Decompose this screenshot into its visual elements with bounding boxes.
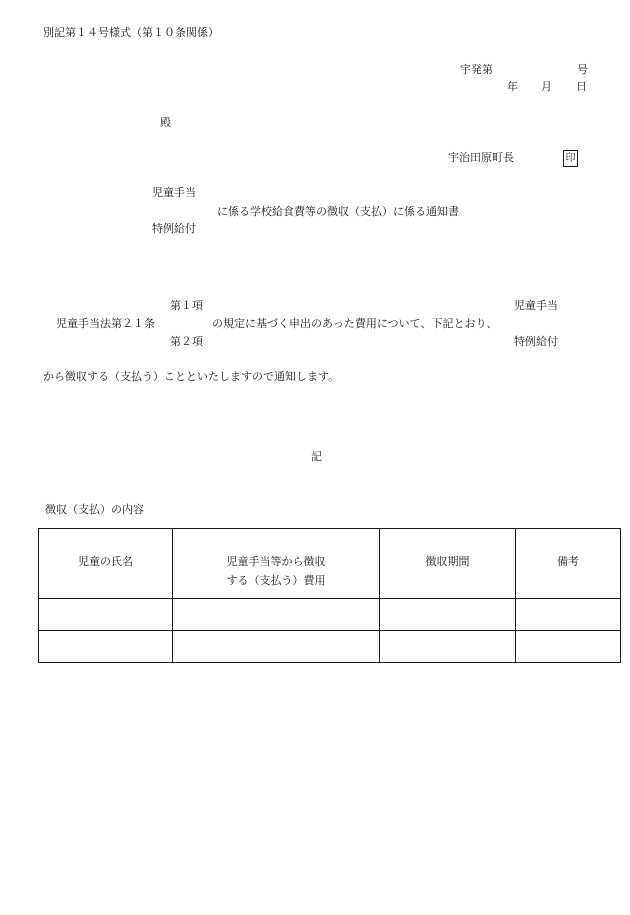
ki-heading: 記 [311,450,322,463]
header-period: 徴収期間 [380,529,516,599]
table-row [39,631,621,663]
table-cell [39,599,173,631]
table-cell [516,631,621,663]
addressee-honorific: 殿 [160,116,171,129]
document-number-prefix: 宇発第 [460,63,493,76]
body-item-1: 第１項 [170,299,203,312]
body-item-2: 第２項 [170,335,203,348]
sender-title: 宇治田原町長 [448,151,514,164]
table-row [39,599,621,631]
subject-text: に係る学校給食費等の徴収（支払）に係る通知書 [217,205,459,218]
header-child-name: 児童の氏名 [39,529,173,599]
seal-mark: 印 [563,150,578,167]
body-middle: の規定に基づく申出のあった費用について、下記とおり、 [212,317,498,330]
body-benefit-2: 特例給付 [514,335,558,348]
date-day: 日 [576,80,587,93]
subject-option-2: 特例給付 [152,222,196,235]
header-notes: 備考 [516,529,621,599]
subject-option-1: 児童手当 [152,186,196,199]
body-law: 児童手当法第２１条 [56,317,155,330]
table-cell [380,599,516,631]
document-number-suffix: 号 [577,63,588,76]
table-cell [39,631,173,663]
table-header-row [39,529,621,599]
body-closing: から徴収する（支払う）ことといたしますので通知します。 [43,370,340,383]
header-cost-text: 児童手当等から徴収 する（支払う）費用 [226,555,326,587]
form-label: 別記第１４号様式（第１０条関係） [43,26,219,39]
table-cell [173,599,380,631]
collection-table [38,528,621,663]
body-benefit-1: 児童手当 [514,299,558,312]
table-cell [380,631,516,663]
table-cell [516,599,621,631]
date-month: 月 [541,80,552,93]
date-year: 年 [507,80,518,93]
section-title: 徴収（支払）の内容 [45,503,144,516]
header-cost [173,529,380,599]
table-cell [173,631,380,663]
